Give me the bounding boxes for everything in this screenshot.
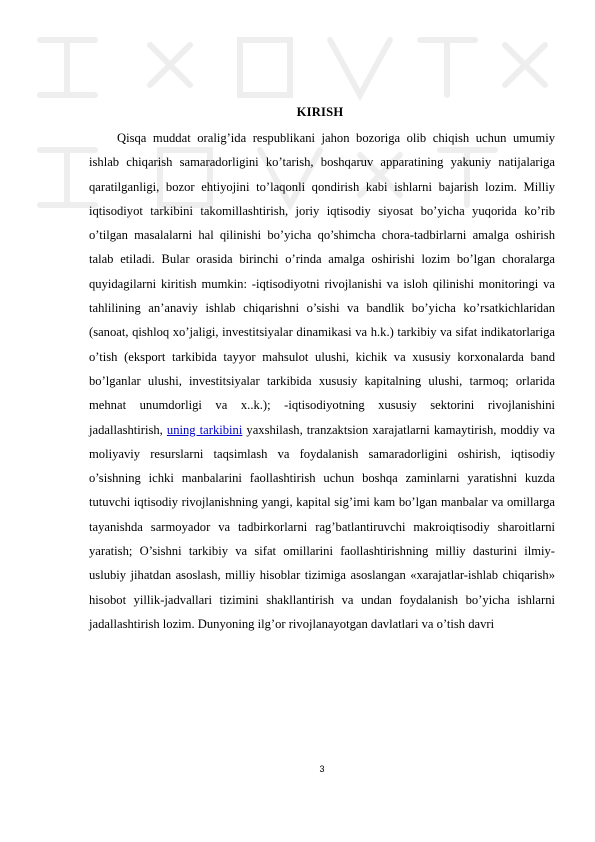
paragraph-text-part-1: Qisqa muddat oralig’ida respublikani jahon bozoriga olib chiqish uchun umumiy ishlab chiqarish samaradorligini ko’tarish, boshqaruv apparatining yakuniy natijalariga qaratilganligi, bozor ehtiyojini to’laqonli qondirish kabi ishlarni bajarish lozim. Milliy iqtisodiyot tarkibini takomillashtirish, joriy iqtisodiy siyosat bo’yicha yuqorida ko’rib o’tilgan masalalarni hal qilinishi bo’yicha qo’shimcha chora-tadbirlarni amalga oshirish talab etiladi. Bular orasida birinchi o’rinda amalga oshirishi lozim bo’lgan choralarga quyidagilarni kiritish mumkin: -iqtisodiyotni rivojlanishi va isloh qilinishi monitoringi va tahlilining an’anaviy ishlab chiqarishni o’sishi va bandlik bo’yicha ko’rsatkichlaridan (sanoat, qishloq xo’jaligi, investitsiyalar dinamikasi va h.k.) tarkibiy va sifat indikatorlariga o’tish (eksport tarkibida tayyor mahsulot ulushi, kichik va xususiy korxonalarda band bo’lganlar ulushi, investitsiyalar tarkibida xususiy kapitalning ulushi, tarmoq; orlarida mehnat unumdorligi va x..k.); -iqtisodiyotning xususiy sektorini rivojlanishini jadallashtirish, [89, 131, 555, 437]
paragraph-text-part-2: yaxshilash, tranzaktsion xarajatlarni kamaytirish, moddiy va moliyaviy resurslarni taqsimlash va foydalanish samaradorligini oshirish, iqtisodiy o’sishning ichki manbalarini faollashtirish uchun boshqa zaminlarni yaratishni kuzda tutuvchi iqtisodiy rivojlanishning yangi, kapital sig’imi kam bo’lgan manbalar va omillarga tayanishda sarmoyador va tadbirkorlarni rag’batlantiruvchi makroiqtisodiy sharoitlarni yaratish; O’sishni tarkibiy va sifat omillarini faollashtirishning milliy dasturini ilmiy-uslubiy jihatdan asoslash, milliy hisoblar tizimiga asoslangan «xarajatlar-ishlab chiqarish» hisobot yillik-jadvallari tizimini shakllantirish va undan foydalanish bo’yicha ishlarni jadallashtirish lozim. Dunyoning ilg’or rivojlanayotgan davlatlari va o’tish davri [89, 422, 555, 631]
body-paragraph [89, 126, 555, 636]
page-title: KIRISH [296, 105, 344, 119]
page-number: 3 [319, 764, 325, 774]
inline-link[interactable]: uning tarkibini [166, 422, 243, 437]
